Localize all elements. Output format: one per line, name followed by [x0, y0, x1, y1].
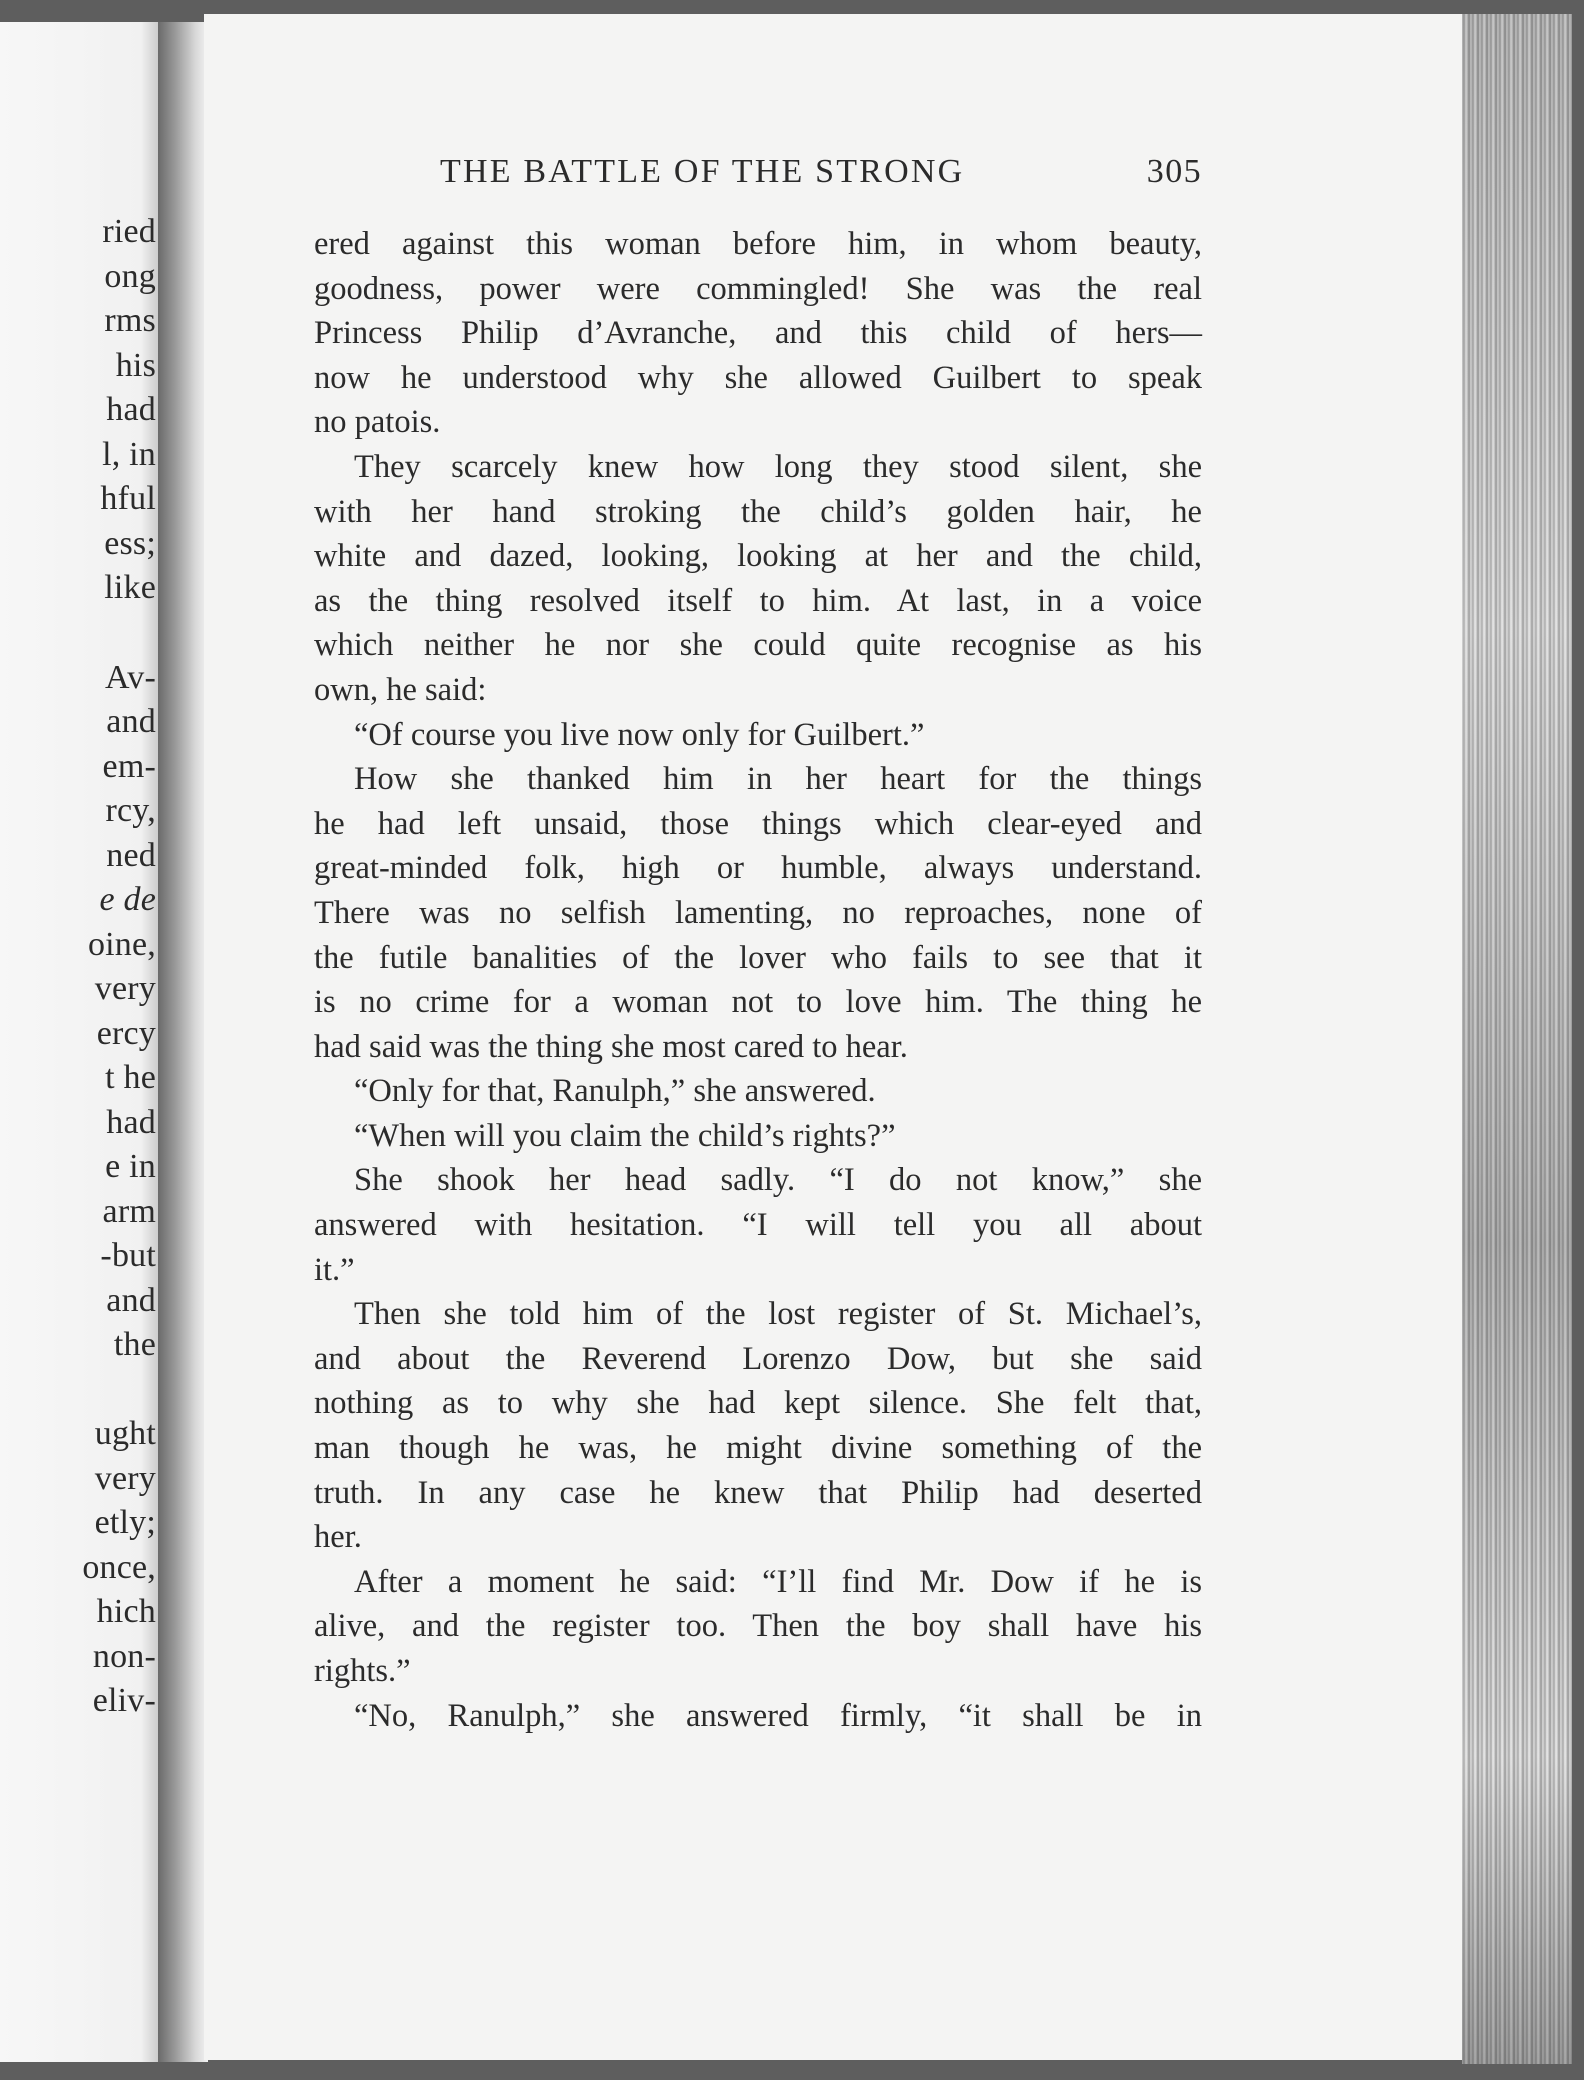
facing-page-fragment: and — [106, 1282, 156, 1319]
facing-page-fragment: his — [115, 347, 156, 384]
text-line: truth. In any case he knew that Philip had deserted — [314, 1474, 1202, 1511]
running-head-title: THE BATTLE OF THE STRONG — [440, 153, 965, 190]
text-line: the futile banalities of the lover who fails to see that it — [314, 939, 1202, 976]
facing-page-fragment: Av- — [105, 659, 156, 696]
text-line: with her hand stroking the child’s golden hair, he — [314, 493, 1202, 530]
facing-page-fragment: ercy — [96, 1015, 156, 1052]
text-line: answered with hesitation. “I will tell you all about — [314, 1207, 1202, 1244]
facing-page-fragment: once, — [82, 1549, 156, 1586]
facing-page-fragment: ong — [104, 258, 156, 295]
text-line: as the thing resolved itself to him. At last, in a voice — [314, 582, 1202, 619]
text-line: is no crime for a woman not to love him. The thing he — [314, 984, 1202, 1021]
book-gutter — [158, 22, 208, 2062]
text-line: ered against this woman before him, in whom beauty, — [314, 226, 1202, 262]
text-line: nothing as to why she had kept silence. She felt that, — [314, 1385, 1202, 1422]
text-line: own, he said: — [314, 671, 487, 708]
text-line: “When will you claim the child’s rights?” — [354, 1117, 896, 1154]
facing-page-fragment: very — [94, 970, 156, 1007]
text-line: man though he was, he might divine something of the — [314, 1430, 1202, 1467]
facing-page — [0, 22, 176, 2062]
facing-page-fragment: arm — [102, 1193, 156, 1230]
text-line: had said was the thing she most cared to hear. — [314, 1028, 908, 1065]
text-line: no patois. — [314, 404, 441, 441]
facing-page-fragment: ned — [106, 837, 156, 874]
facing-page-fragment: had — [106, 1104, 156, 1141]
text-line: it.” — [314, 1251, 355, 1288]
facing-page-fragment: rcy, — [105, 792, 156, 829]
text-line: rights.” — [314, 1653, 411, 1689]
text-line: her. — [314, 1519, 362, 1556]
text-line: he had left unsaid, those things which clear-eyed and — [314, 805, 1202, 842]
facing-page-fragment: ried — [102, 213, 156, 250]
facing-page-fragment: t he — [105, 1059, 156, 1096]
text-line: goodness, power were commingled! She was the real — [314, 270, 1202, 307]
facing-page-fragment: l, in — [102, 436, 156, 473]
facing-page-fragment: non- — [92, 1638, 156, 1675]
facing-page-fragment: oine, — [87, 926, 156, 963]
text-line: and about the Reverend Lorenzo Dow, but she said — [314, 1340, 1202, 1377]
text-line: which neither he nor she could quite recognise as his — [314, 627, 1202, 664]
page-edges — [1462, 14, 1572, 2064]
facing-page-fragment: hich — [96, 1593, 156, 1630]
running-head — [440, 150, 1202, 194]
text-line: How she thanked him in her heart for the things — [354, 761, 1202, 798]
facing-page-fragment: ught — [94, 1415, 156, 1452]
facing-page-fragment: like — [104, 569, 156, 606]
text-line: After a moment he said: “I’ll find Mr. Dow if he is — [354, 1563, 1202, 1600]
text-line: “Only for that, Ranulph,” she answered. — [354, 1073, 876, 1110]
facing-page-fragment: the — [113, 1326, 156, 1363]
facing-page-fragment: eliv- — [92, 1682, 156, 1719]
text-line: There was no selfish lamenting, no reproaches, none of — [314, 894, 1202, 931]
text-line: now he understood why she allowed Guilbert to speak — [314, 359, 1202, 396]
facing-page-fragment: had — [106, 391, 156, 428]
page-number: 305 — [1146, 153, 1202, 190]
text-line: alive, and the register too. Then the boy shall have his — [314, 1608, 1202, 1645]
facing-page-fragment: e de — [99, 881, 156, 918]
text-line: They scarcely knew how long they stood silent, she — [354, 448, 1202, 485]
text-line: great-minded folk, high or humble, always understand. — [314, 850, 1202, 887]
text-line: white and dazed, looking, looking at her and the child, — [314, 538, 1202, 575]
text-line: She shook her head sadly. “I do not know,” she — [354, 1162, 1202, 1199]
facing-page-fragment: hful — [100, 480, 156, 517]
facing-page-fragment: -but — [100, 1237, 156, 1274]
text-line: Then she told him of the lost register of St. Michael’s, — [354, 1296, 1202, 1333]
facing-page-fragment: etly; — [94, 1504, 156, 1541]
text-line: “No, Ranulph,” she answered firmly, “it shall be in — [354, 1697, 1202, 1734]
text-line: “Of course you live now only for Guilbert.” — [354, 716, 925, 753]
facing-page-fragment: and — [106, 703, 156, 740]
facing-page-fragment: ess; — [104, 525, 156, 562]
text-line: Princess Philip d’Avranche, and this child of hers— — [314, 315, 1202, 352]
facing-page-fragment: em- — [102, 748, 156, 785]
body-text — [314, 222, 1202, 1738]
facing-page-fragment: e in — [105, 1148, 156, 1185]
facing-page-fragment: rms — [104, 302, 156, 339]
facing-page-fragment: very — [94, 1460, 156, 1497]
